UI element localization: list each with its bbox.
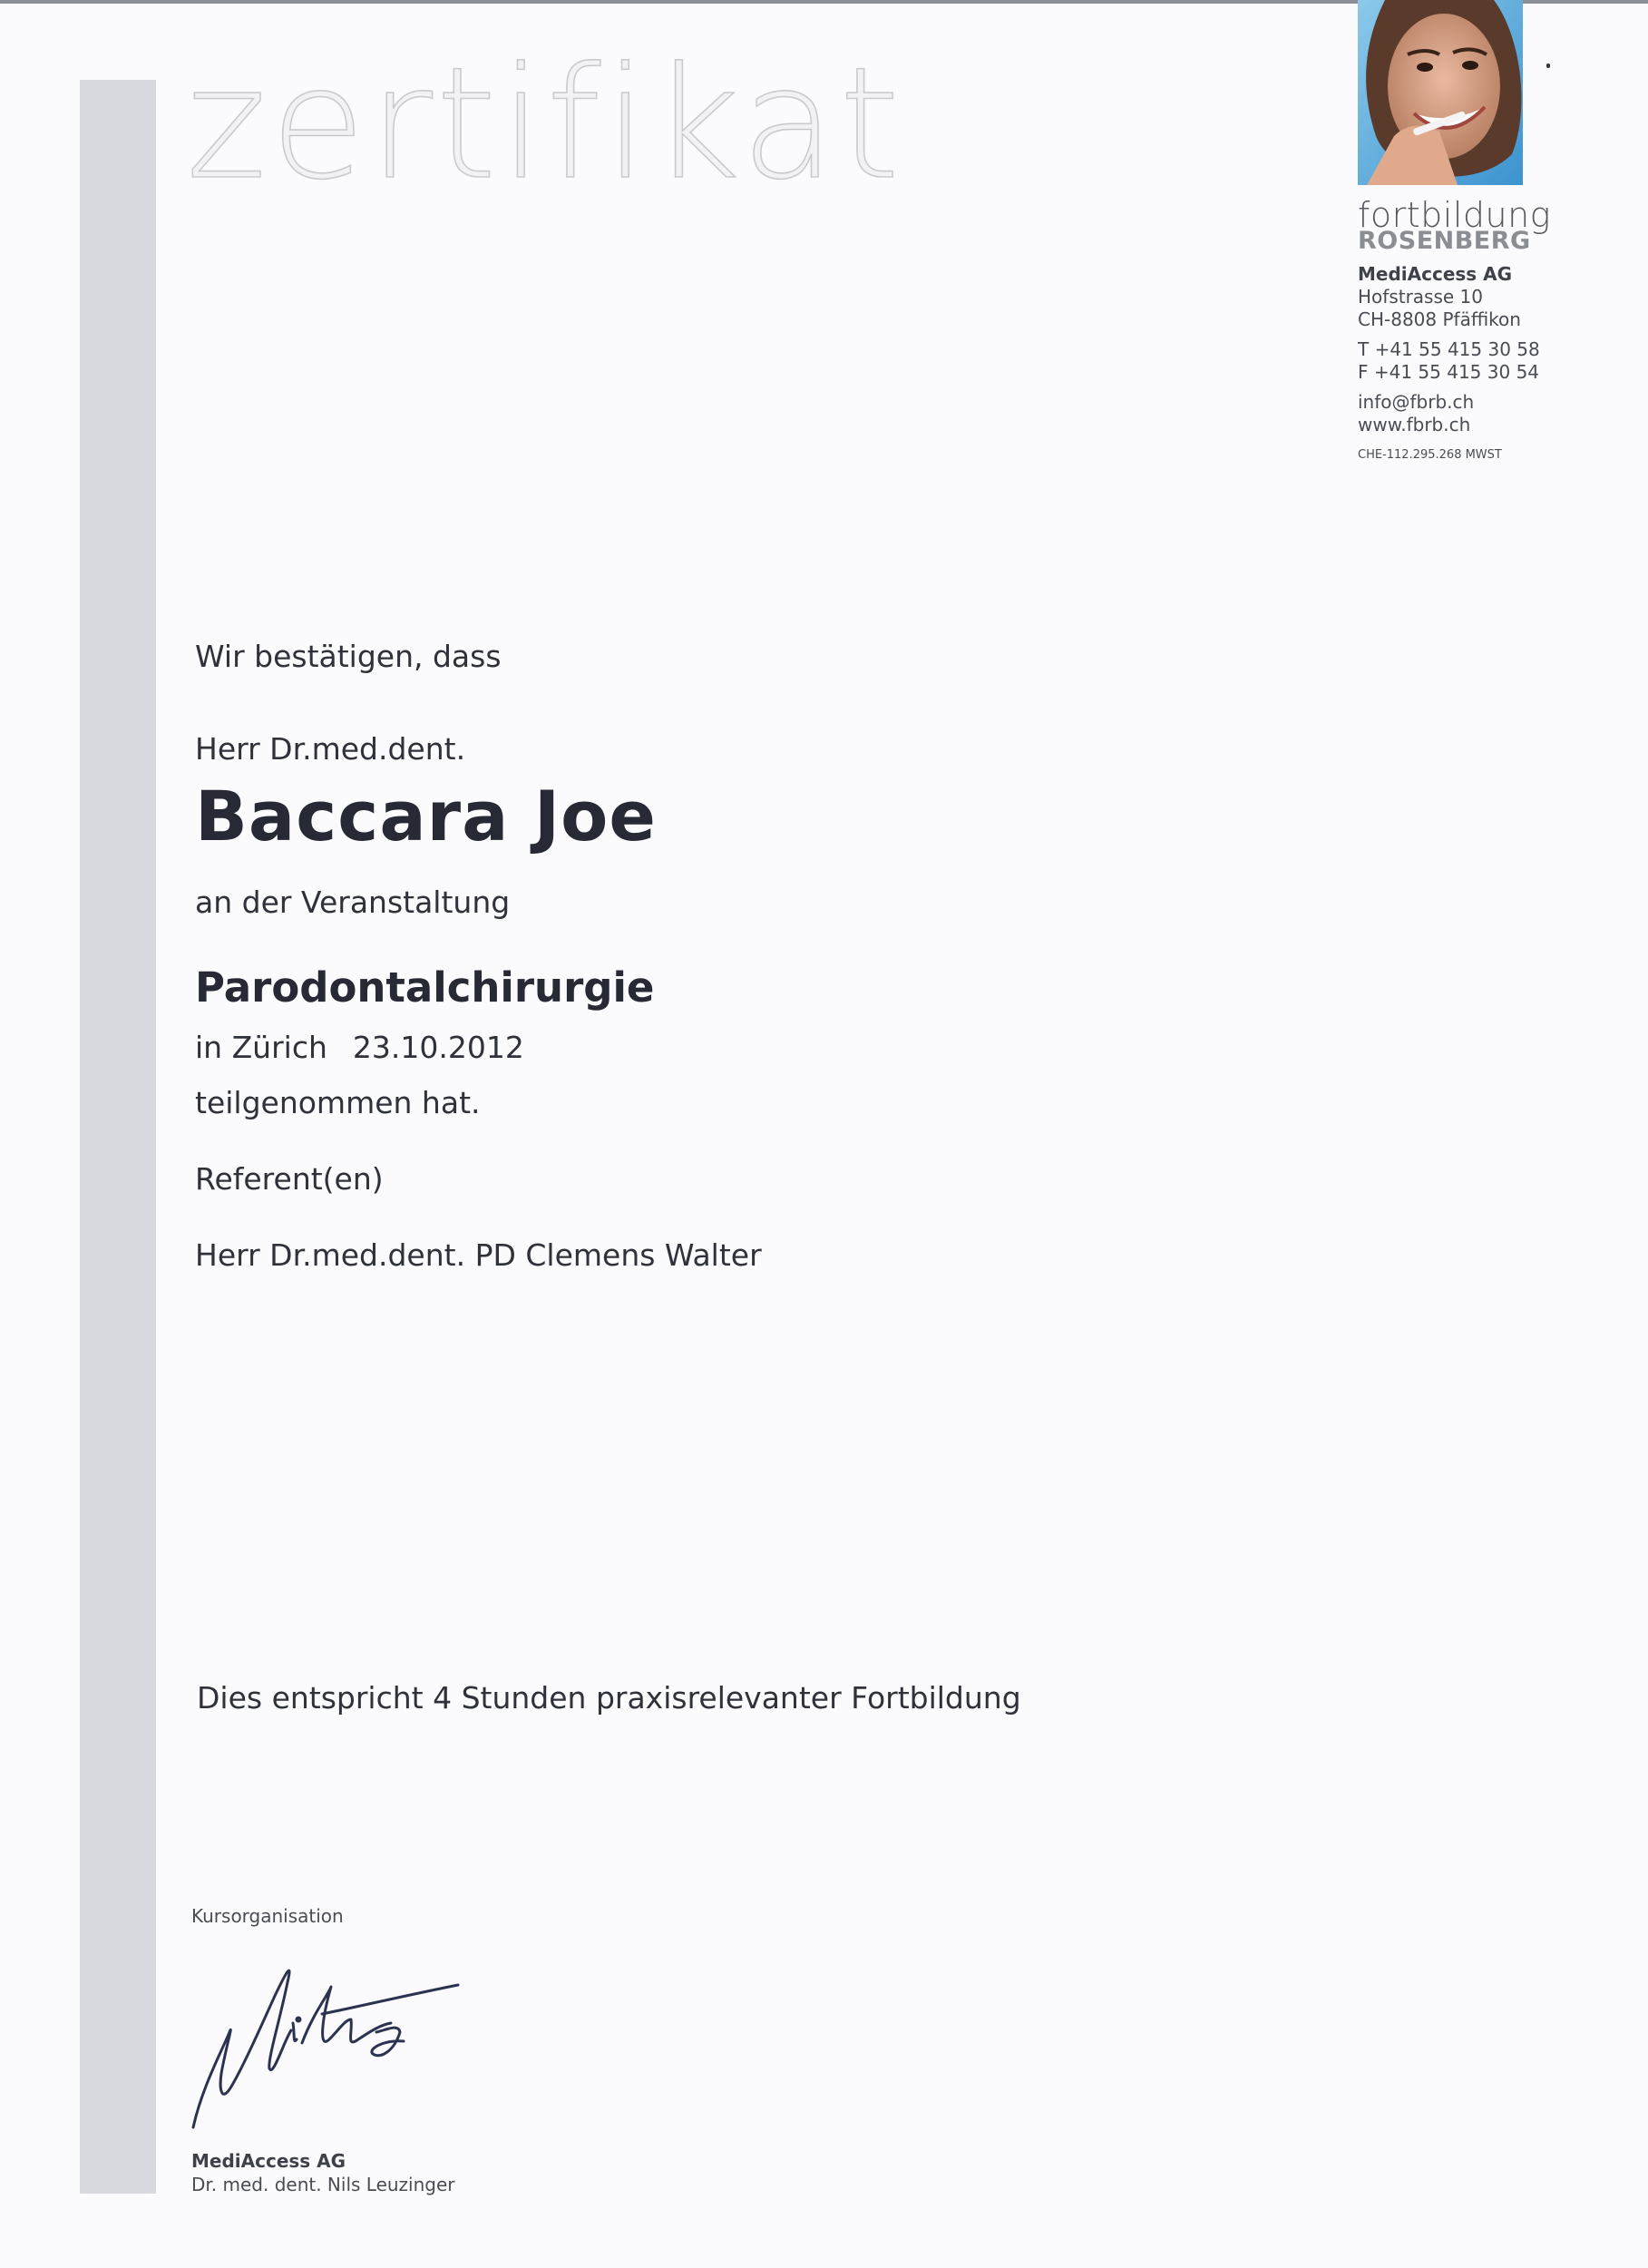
organisation-person: Dr. med. dent. Nils Leuzinger (191, 2174, 455, 2195)
event-place-date (195, 1030, 524, 1065)
participation-text: teilgenommen hat. (195, 1085, 481, 1120)
contact-fax: F +41 55 415 30 54 (1358, 361, 1540, 383)
participant-salutation: Herr Dr.med.dent. (195, 731, 466, 767)
event-lead-text: an der Veranstaltung (195, 885, 511, 920)
decorative-side-bar (80, 80, 156, 2194)
contact-city: CH-8808 Pfäffikon (1358, 308, 1521, 330)
participant-name: Baccara Joe (195, 776, 657, 856)
signature-icon (186, 1932, 476, 2141)
event-date: 23.10.2012 (352, 1030, 524, 1065)
contact-company: MediAccess AG (1358, 263, 1513, 285)
referent-label: Referent(en) (195, 1161, 384, 1197)
contact-street: Hofstrasse 10 (1358, 286, 1484, 308)
event-place: in Zürich (195, 1030, 327, 1065)
organisation-label: Kursorganisation (191, 1905, 344, 1927)
contact-web: www.fbrb.ch (1358, 414, 1471, 435)
certificate-title: zertifikat (186, 34, 903, 214)
brand-photo (1358, 0, 1523, 185)
event-title: Parodontalchirurgie (195, 963, 655, 1012)
contact-vat: CHE-112.295.268 MWST (1358, 448, 1502, 462)
brand-logo-line2: ROSENBERG (1358, 227, 1531, 255)
contact-phone: T +41 55 415 30 58 (1358, 338, 1540, 360)
organisation-company: MediAccess AG (191, 2150, 346, 2172)
speck (1546, 64, 1550, 68)
referent-name: Herr Dr.med.dent. PD Clemens Walter (195, 1237, 762, 1273)
brand-logo-line1: fortbildung (1358, 195, 1551, 235)
brand-logo (1358, 195, 1551, 255)
intro-text: Wir bestätigen, dass (195, 639, 502, 674)
contact-email: info@fbrb.ch (1358, 391, 1475, 413)
hours-statement: Dies entspricht 4 Stunden praxisrelevanter Fortbildung (197, 1680, 1021, 1716)
contact-block (1358, 263, 1540, 466)
